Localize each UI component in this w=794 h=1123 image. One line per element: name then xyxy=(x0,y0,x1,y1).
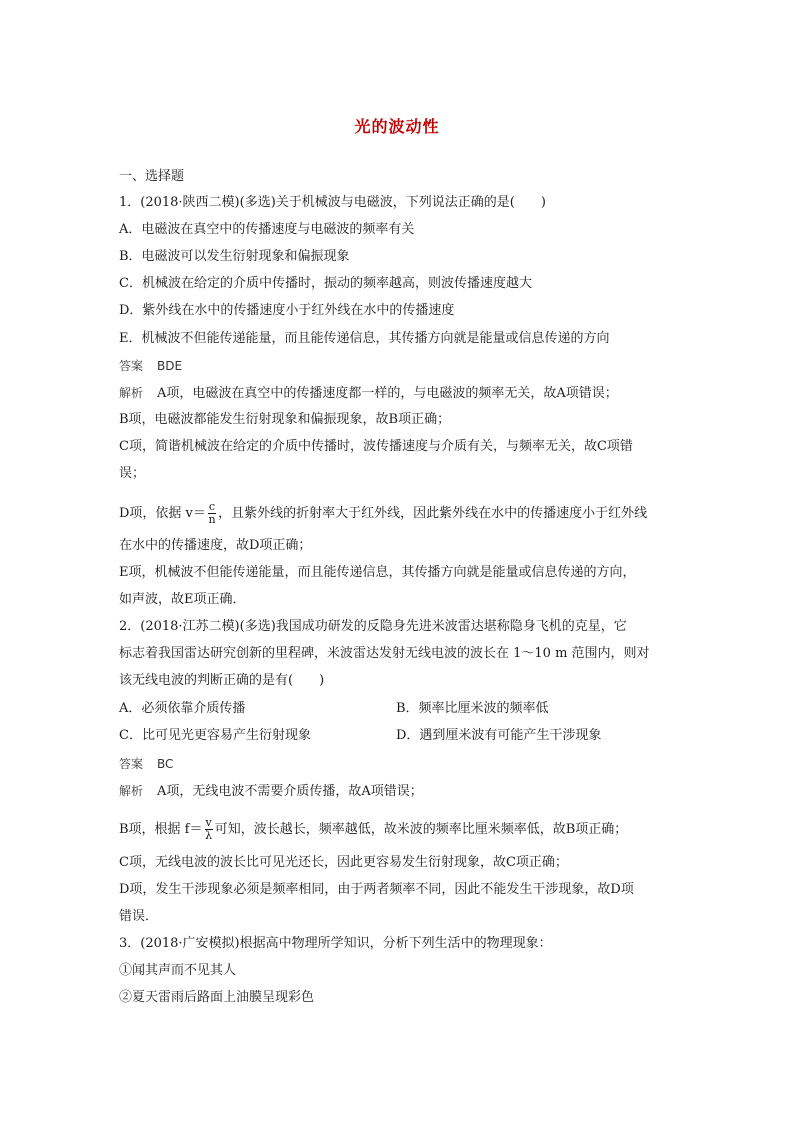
q2-analysis-b xyxy=(119,818,627,841)
q1-answer: BDE xyxy=(157,359,183,373)
q2-analysis-d1: D项，发生干涉现象必须是频率相同，由于两者频率不同，因此不能发生干涉现象，故D项 xyxy=(119,882,634,897)
fraction-numerator: v xyxy=(205,816,212,829)
q2-option-b: B．频率比厘米波的频率低 xyxy=(396,701,549,716)
q2-answer: BC xyxy=(157,757,174,771)
q2-option-d: D．遇到厘米波有可能产生干涉现象 xyxy=(396,728,602,743)
q1-option-d: D．紫外线在水中的传播速度小于红外线在水中的传播速度 xyxy=(119,303,455,318)
q1-option-e: E．机械波不但能传递能量，而且能传递信息，其传播方向就是能量或信息传递的方向 xyxy=(119,331,610,346)
q3-item-1: ①闻其声而不见其人 xyxy=(119,963,237,978)
q2-analysis-a xyxy=(119,782,423,801)
page-title: 光的波动性 xyxy=(354,117,440,136)
q2-stem-line2: 标志着我国雷达研究创新的里程碑，米波雷达发射无线电波的波长在 1～10 m 范围内，则对 xyxy=(119,646,650,661)
q1-analysis-d-pre: D项，依据 v＝ xyxy=(119,506,206,521)
q1-stem: 1．(2018·陕西二模)(多选)关于机械波与电磁波，下列说法正确的是( ) xyxy=(119,195,546,210)
q1-analysis-a xyxy=(119,384,618,403)
q3-item-2: ②夏天雷雨后路面上油膜呈现彩色 xyxy=(119,990,315,1005)
q1-analysis-d-post: ，且紫外线的折射率大于红外线，因此紫外线在水中的传播速度小于红外线 xyxy=(218,506,648,521)
q1-answer-line xyxy=(119,357,182,376)
section-heading: 一、选择题 xyxy=(119,169,185,184)
q2-stem-line3: 该无线电波的判断正确的是有( ) xyxy=(119,673,325,688)
q2-answer-line xyxy=(119,755,173,774)
q1-analysis-d2: 在水中的传播速度，故D项正确； xyxy=(119,538,312,553)
q2-options-row2 xyxy=(119,727,679,745)
q2-analysis-d2: 错误． xyxy=(119,909,159,924)
q1-analysis-e2: 如声波，故E项正确． xyxy=(119,592,246,607)
q1-option-b: B．电磁波可以发生衍射现象和偏振现象 xyxy=(119,249,350,264)
q1-analysis-c2: 误； xyxy=(119,466,146,481)
q1-analysis-d1 xyxy=(119,502,647,525)
q2-analysis-a-text: A项，无线电波不需要介质传播，故A项错误； xyxy=(157,784,423,799)
q2-analysis-b-pre: B项，根据 f＝ xyxy=(119,822,203,837)
q1-analysis-c1: C项，简谐机械波在给定的介质中传播时，波传播速度与介质有关，与频率无关，故C项错 xyxy=(119,439,633,454)
fraction-denominator: n xyxy=(208,513,216,526)
q2-analysis-b-post: 可知，波长越长，频率越低，故米波的频率比厘米频率低，故B项正确； xyxy=(214,822,628,837)
analysis-label: 解析 xyxy=(119,386,144,400)
q2-stem-line1: 2．(2018·江苏二模)(多选)我国成功研发的反隐身先进米波雷达堪称隐身飞机的克星，它 xyxy=(119,619,627,634)
fraction-numerator: c xyxy=(208,500,216,513)
answer-label: 答案 xyxy=(119,359,144,373)
q1-option-a: A．电磁波在真空中的传播速度与电磁波的频率有关 xyxy=(119,222,415,237)
analysis-label: 解析 xyxy=(119,784,144,798)
q1-analysis-e1: E项，机械波不但能传递能量，而且能传递信息，其传播方向就是能量或信息传递的方向， xyxy=(119,565,636,580)
q2-analysis-c: C项，无线电波的波长比可见光还长，因此更容易发生衍射现象，故C项正确； xyxy=(119,855,568,870)
answer-label: 答案 xyxy=(119,757,144,771)
fraction-v-over-lambda xyxy=(205,818,213,841)
q2-options-row1 xyxy=(119,700,679,718)
fraction-denominator: λ xyxy=(205,829,213,842)
q2-option-a: A．必须依靠介质传播 xyxy=(119,701,246,716)
q1-option-c: C．机械波在给定的介质中传播时，振动的频率越高，则波传播速度越大 xyxy=(119,276,532,291)
q1-analysis-b: B项，电磁波都能发生衍射现象和偏振现象，故B项正确； xyxy=(119,412,451,427)
q1-analysis-a-text: A项，电磁波在真空中的传播速度都一样的，与电磁波的频率无关，故A项错误； xyxy=(157,386,618,401)
q3-stem: 3．(2018·广安模拟)根据高中物理所学知识，分析下列生活中的物理现象： xyxy=(119,936,552,951)
q2-option-c: C．比可见光更容易产生衍射现象 xyxy=(119,728,311,743)
fraction-c-over-n xyxy=(208,502,216,525)
